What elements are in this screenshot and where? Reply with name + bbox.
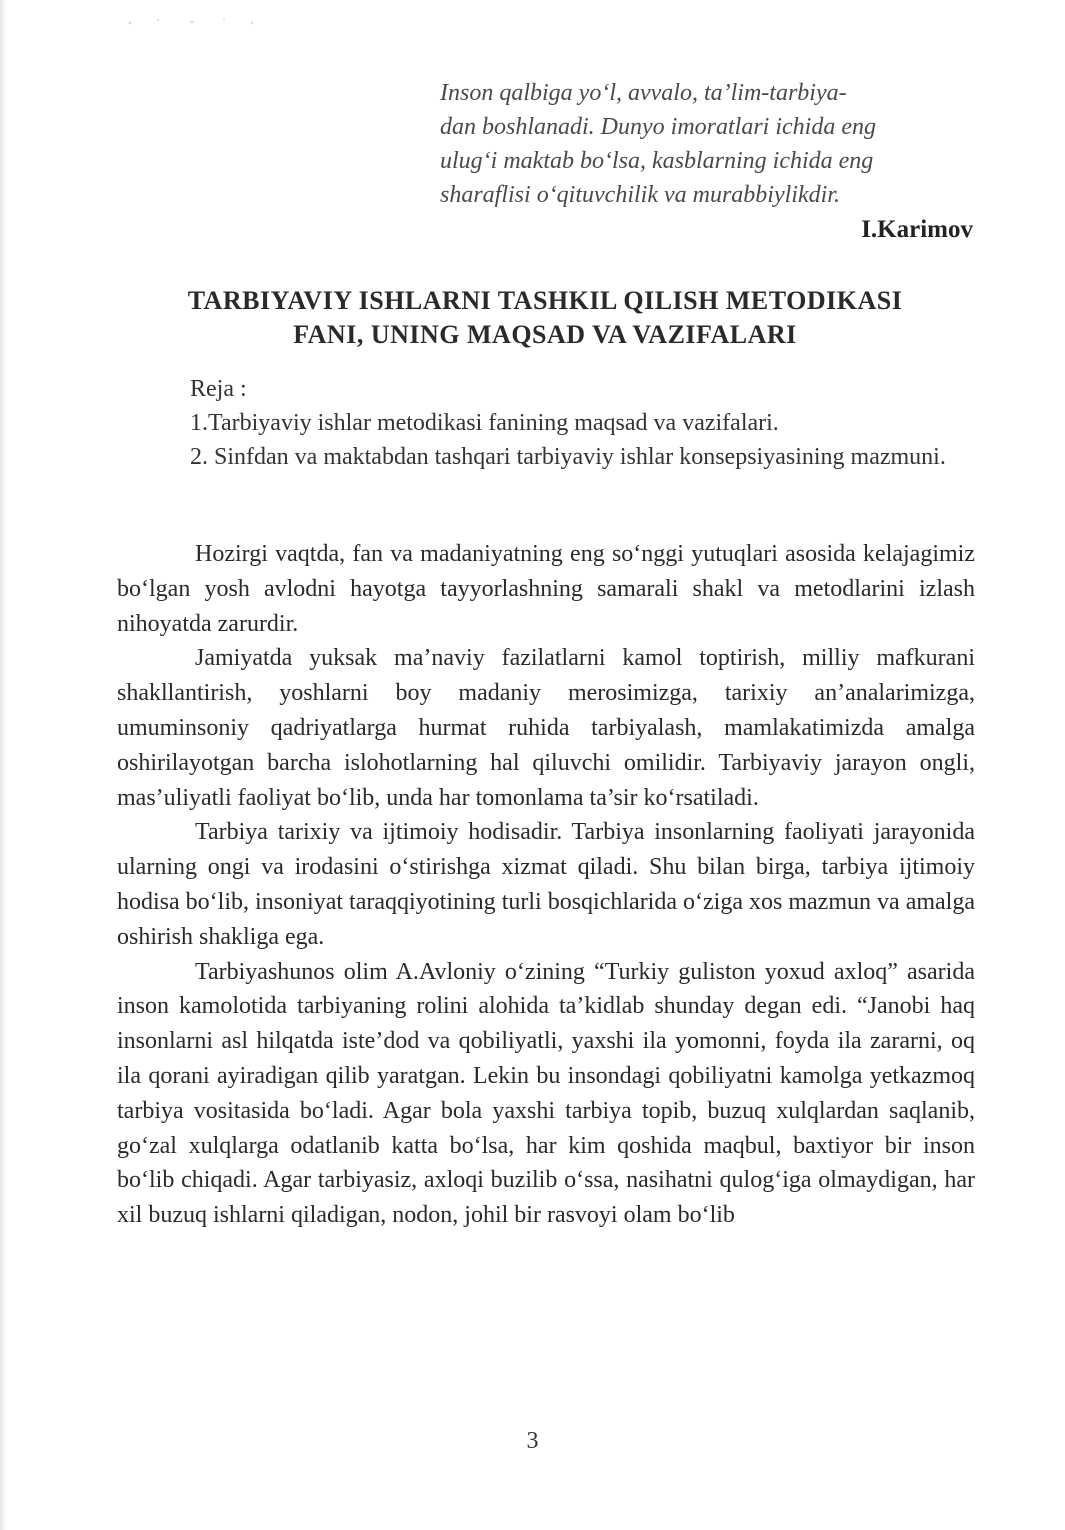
- chapter-title-line-1: TARBIYAVIY ISHLARNI TASHKIL QILISH METODIKASI: [187, 286, 903, 315]
- chapter-title: [100, 284, 990, 352]
- lesson-plan: [190, 372, 980, 474]
- paragraph: Hozirgi vaqtda, fan va madaniyatning eng so‘nggi yutuqlari asosida kelajagimiz bo‘lgan yosh avlodni hayotga tayyorlashning samarali shakl va metodlarini izlash nihoyatda zarurdir.: [117, 541, 975, 637]
- paragraph: Tarbiyashunos olim A.Avloniy o‘zining “Turkiy guliston yoxud axloq” asarida inson kamolotida tarbiyaning rolini alohida ta’kidlab shunday degan edi. “Janobi haq insonlarni asl hilqatda iste’dod va qobiliyatli, yaxshi ila yomonni, foyda ila zararni, oq ila qorani ayiradigan qilib yaratgan. Lekin bu insondagi qobiliyatni kamolga yetkazmoq tarbiya vositasida bo‘ladi. Agar bola yaxshi tarbiya topib, buzuq xulqlardan saqlanib, go‘zal xulqlarga odatlanib katta bo‘lsa, har kim qoshida maqbul, baxtiyor bir inson bo‘lib chiqadi. Agar tarbiyasiz, axloqi buzilib o‘ssa, nasihatni qulog‘iga olmaydigan, har xil buzuq ishlarni qiladigan, nodon, johil bir rasvoyi olam bo‘lib: [117, 958, 975, 1229]
- epigraph-line: dan boshlanadi. Dunyo imoratlari ichida eng: [440, 114, 876, 140]
- paragraph: Tarbiya tarixiy va ijtimoiy hodisadir. Tarbiya insonlarning faoliyati jarayonida ularning ongi va irodasini o‘stirishga xizmat qiladi. Shu bilan birga, tarbiya ijtimoiy hodisa bo‘lib, insoniyat taraqqiyotining turli bosqichlarida o‘ziga xos mazmun va amalga oshirish shakliga ega.: [117, 819, 975, 950]
- body-text: [117, 537, 975, 1233]
- epigraph-line: sharaflisi o‘qituvchilik va murabbiylikdir.: [440, 182, 840, 208]
- plan-item: 2. Sinfdan va maktabdan tashqari tarbiyaviy ishlar konsepsiyasining mazmuni.: [190, 444, 946, 470]
- plan-item: 1.Tarbiyaviy ishlar metodikasi fanining maqsad va vazifalari.: [190, 410, 779, 436]
- scan-edge-shadow: [0, 0, 6, 1530]
- epigraph-line: ulug‘i maktab bo‘lsa, kasblarning ichida eng: [440, 148, 874, 174]
- epigraph-author: I.Karimov: [861, 216, 973, 243]
- epigraph-quote: [440, 76, 975, 212]
- epigraph-line: Inson qalbiga yo‘l, avvalo, ta’lim-tarbiya-: [440, 80, 847, 106]
- scan-smudge: [120, 14, 280, 28]
- page-number: 3: [526, 1428, 539, 1454]
- paragraph: Jamiyatda yuksak ma’naviy fazilatlarni kamol toptirish, milliy mafkurani shakllantirish, yoshlarni boy madaniy merosimizga, tarixiy an’analarimizga, umuminsoniy qadriyatlarga hurmat ruhida tarbiyalash, mamlakatimizda amalga oshirilayotgan barcha islohotlarning hal qiluvchi omilidir. Tarbiyaviy jarayon ongli, mas’uliyatli faoliyat bo‘lib, unda har tomonlama ta’sir ko‘rsatiladi.: [117, 645, 975, 811]
- plan-heading: Reja :: [190, 376, 247, 402]
- chapter-title-line-2: FANI, UNING MAQSAD VA VAZIFALARI: [293, 320, 797, 349]
